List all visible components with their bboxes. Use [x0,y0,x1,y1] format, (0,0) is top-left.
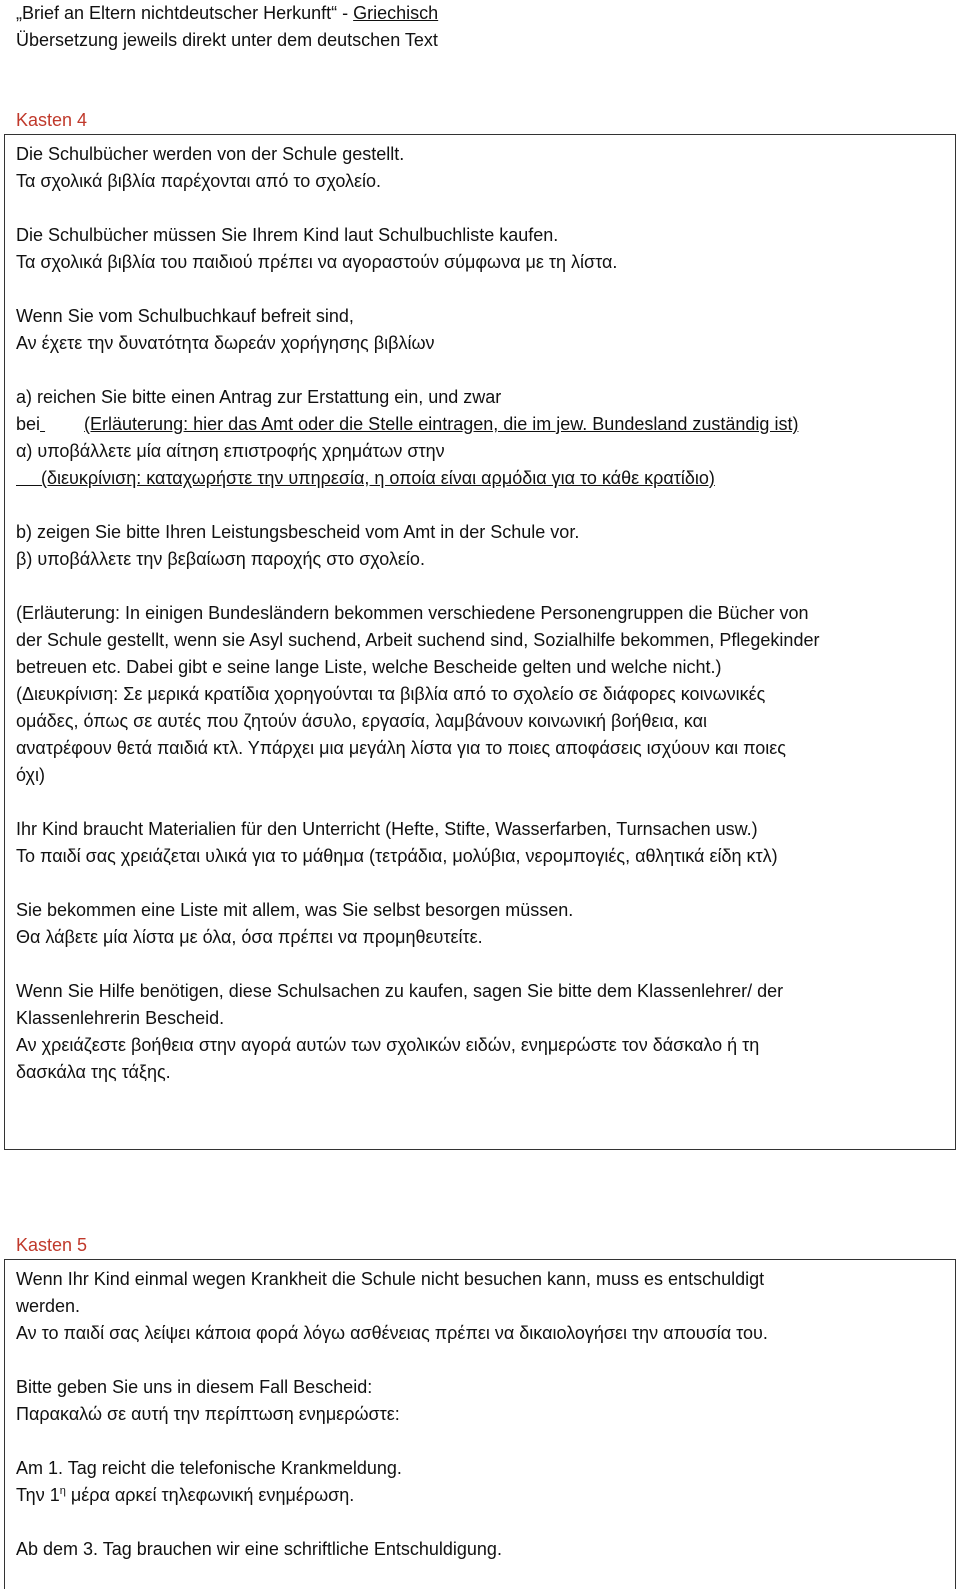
title-language: Griechisch [353,3,439,23]
box4-p2-el: Τα σχολικά βιβλία του παιδιού πρέπει να αγοραστούν σύμφωνα με τη λίστα. [16,252,618,272]
box4-p5-de: Ihr Kind braucht Materialien für den Unterricht (Hefte, Stifte, Wasserfarben, Turnsachen usw.) [16,819,758,839]
box4-p1-el: Τα σχολικά βιβλία παρέχονται από το σχολείο. [16,171,382,191]
box5-p1-de-2: werden. [16,1296,81,1316]
box4-note-el-3: ανατρέφουν θετά παιδιά κτλ. Υπάρχει μια μεγάλη λίστα για το ποιες αποφάσεις ισχύουν και ποιες [16,738,786,758]
box4-p7-el-1: Αν χρειάζεστε βοήθεια στην αγορά αυτών των σχολικών ειδών, ενημερώστε τον δάσκαλο ή τη [16,1035,760,1055]
box5-p3-el-post: μέρα αρκεί τηλεφωνική ενημέρωση. [65,1485,355,1505]
box5-p2-de: Bitte geben Sie uns in diesem Fall Bescheid: [16,1377,373,1397]
box4-a-de: a) reichen Sie bitte einen Antrag zur Erstattung ein, und zwar [16,387,502,407]
box4-a-note-el-line [16,465,944,492]
box4-note-el-2: ομάδες, όπως σε αυτές που ζητούν άσυλο, εργασία, λαμβάνουν κοινωνική βοήθεια, και [16,711,707,731]
fill-in-blank-de [40,411,84,438]
box4-p2-de: Die Schulbücher müssen Sie Ihrem Kind laut Schulbuchliste kaufen. [16,225,559,245]
box5-p3-el-pre: Την 1 [16,1485,60,1505]
box5-p1-de-1: Wenn Ihr Kind einmal wegen Krankheit die Schule nicht besuchen kann, muss es entschuldigt [16,1269,765,1289]
document-title [16,0,946,27]
box5-p4-de: Ab dem 3. Tag brauchen wir eine schriftliche Entschuldigung. [16,1539,502,1559]
box4-a-el: α) υποβάλλετε μία αίτηση επιστροφής χρημάτων στην [16,441,445,461]
box4 [4,134,956,1150]
box4-a-bei-line [16,411,944,438]
box4-note-de-2: der Schule gestellt, wenn sie Asyl suchend, Arbeit suchend sind, Sozialhilfe bekommen, Pflegekinder [16,630,820,650]
box4-p7-el-2: δασκάλα της τάξης. [16,1062,171,1082]
box4-p5-el: Το παιδί σας χρειάζεται υλικά για το μάθημα (τετράδια, μολύβια, νερομπογιές, αθλητικά είδη κτλ) [16,846,778,866]
box5-p3-el-sup: η [59,1485,66,1497]
box4-p6-el: Θα λάβετε μία λίστα με όλα, όσα πρέπει να προμηθευτείτε. [16,927,483,947]
box4-p3-el: Αν έχετε την δυνατότητα δωρεάν χορήγησης βιβλίων [16,333,435,353]
box5-p3-el-line [16,1482,944,1509]
box4-p1-de: Die Schulbücher werden von der Schule gestellt. [16,144,405,164]
box4-b-de: b) zeigen Sie bitte Ihren Leistungsbescheid vom Amt in der Schule vor. [16,522,580,542]
box4-a-note-el: (διευκρίνιση: καταχωρήστε την υπηρεσία, η οποία είναι αρμόδια για το κάθε κρατίδιο) [41,468,715,488]
document-subtitle: Übersetzung jeweils direkt unter dem deutschen Text [16,30,438,50]
box4-b-el: β) υποβάλλετε την βεβαίωση παροχής στο σχολείο. [16,549,425,569]
box4-note-el-4: όχι) [16,765,45,785]
fill-in-blank-el [16,468,41,488]
box5-p3-de: Am 1. Tag reicht die telefonische Krankmeldung. [16,1458,402,1478]
box4-p3-de: Wenn Sie vom Schulbuchkauf befreit sind, [16,306,354,326]
box4-note-el-1: (Διευκρίνιση: Σε μερικά κρατίδια χορηγούνται τα βιβλία από το σχολείο σε διάφορες κοινωνικές [16,684,766,704]
box4-note-de-1: (Erläuterung: In einigen Bundesländern bekommen verschiedene Personengruppen die Bücher von [16,603,809,623]
box5-label: Kasten 5 [16,1235,88,1255]
box4-a-note-de: (Erläuterung: hier das Amt oder die Stelle eintragen, die im jew. Bundesland zuständig ist) [84,414,799,434]
box4-p7-de-1: Wenn Sie Hilfe benötigen, diese Schulsachen zu kaufen, sagen Sie bitte dem Klassenlehrer/ der [16,981,784,1001]
box4-p7-de-2: Klassenlehrerin Bescheid. [16,1008,225,1028]
box5-p2-el: Παρακαλώ σε αυτή την περίπτωση ενημερώστε: [16,1404,400,1424]
box4-note-de-3: betreuen etc. Dabei gibt e seine lange Liste, welche Bescheide gelten und welche nicht.) [16,657,722,677]
box4-p6-de: Sie bekommen eine Liste mit allem, was Sie selbst besorgen müssen. [16,900,574,920]
title-prefix: „Brief an Eltern nichtdeutscher Herkunft“ - [16,3,354,23]
box5 [4,1259,956,1589]
box4-label: Kasten 4 [16,110,88,130]
box5-p1-el: Αν το παιδί σας λείψει κάποια φορά λόγω ασθένειας πρέπει να δικαιολογήσει την απουσία του. [16,1323,768,1343]
document-header [16,0,946,54]
box4-a-bei: bei [16,414,41,434]
